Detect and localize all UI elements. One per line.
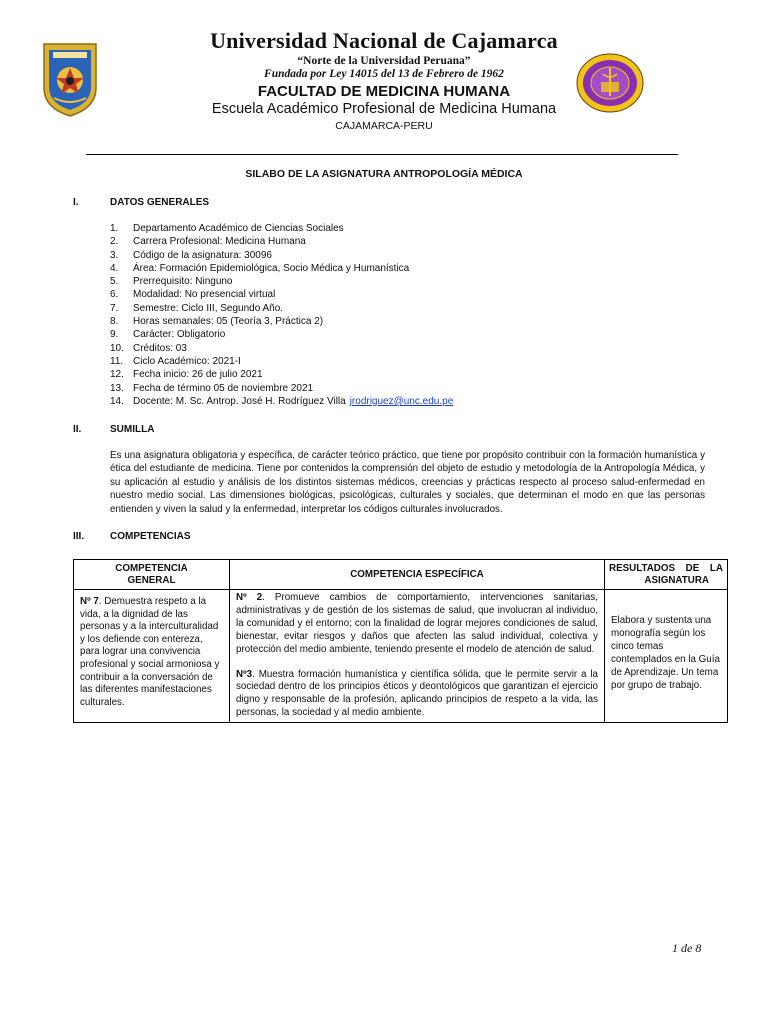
list-item: 10. Créditos: 03	[110, 342, 187, 354]
list-item: 14. Docente: M. Sc. Antrop. José H. Rodríguez Villa jrodriguez@unc.edu.pe	[110, 395, 454, 407]
header-resultados: RESULTADOS DE LA ASIGNATURA	[605, 560, 728, 590]
cell-resultados: Elabora y sustenta una monografía según los cinco temas contemplados en la Guía de Aprendizaje. Un tema por grupo de trabajo.	[605, 590, 728, 723]
header-divider	[86, 154, 678, 155]
header-competencia-general: COMPETENCIA GENERAL	[74, 560, 230, 590]
list-item: 8. Horas semanales: 05 (Teoría 3, Práctica 2)	[110, 316, 324, 328]
cell-competencia-general: Nº 7. Demuestra respeto a la vida, a la dignidad de las personas y a la interculturalidad y los defiende con entereza, para lograr una convivencia profesional y social armoniosa y contribuir a la conversación de las diferentes manifestaciones culturales.	[74, 590, 230, 723]
faculty-seal-icon	[575, 52, 645, 114]
list-item: 9. Carácter: Obligatorio	[110, 329, 226, 341]
school-name: Escuela Académico Profesional de Medicina Humana	[211, 101, 557, 117]
cell-competencia-especifica	[230, 590, 605, 723]
section-title-datos: DATOS GENERALES	[110, 197, 210, 208]
section-number-competencias: III.	[73, 531, 85, 542]
founding-law: Fundada por Ley 14015 del 13 de Febrero de 1962	[264, 68, 504, 80]
list-item: 5. Prerrequisito: Ninguno	[110, 276, 233, 288]
list-item: 3. Código de la asignatura: 30096	[110, 249, 272, 261]
section-title-competencias: COMPETENCIAS	[110, 531, 191, 542]
city-name: CAJAMARCA-PERU	[335, 120, 433, 132]
sumilla-paragraph: Es una asignatura obligatoria y específica, de carácter teórico práctico, que tiene por propósito contribuir con la formación humanística y ética del estudiante de medicina. Tiene por contenidos la comprensión del objeto de estudio y metodología de la Antropología Médica, y su aplicación al estudio y análisis de los distintos sistemas médicos, creencias y prácticas respecto al proceso salud-enfermedad en nuestro medio social. Las dimensiones biológicas, psicológicas, culturales y sociales, que determinan el modo en que las personas entienden y viven la salud y la enfermedad, interpretar los códigos culturales involucrados.	[110, 450, 705, 515]
university-motto: “Norte de la Universidad Peruana”	[297, 55, 471, 67]
list-item: 2. Carrera Profesional: Medicina Humana	[110, 236, 306, 248]
university-name: Universidad Nacional de Cajamarca	[210, 28, 558, 53]
competencia-especifica-item: Nº 2. Promueve cambios de comportamiento, intervenciones sanitarias, administrativas y de gestión de los sistemas de salud, que involucran al individuo, la comunidad y el entorno; con la finalidad de lograr mejores condiciones de salud, bienestar, evitar riesgos y daños que afecten las salud individual, colectiva y protección del medio ambiente, teniendo presente el modelo de atención de salud.	[236, 592, 598, 655]
list-item: 7. Semestre: Ciclo III, Segundo Año.	[110, 302, 284, 314]
docente-email-link[interactable]: jrodriguez@unc.edu.pe	[349, 395, 454, 407]
faculty-name: FACULTAD DE MEDICINA HUMANA	[257, 83, 511, 100]
university-shield-icon	[40, 38, 100, 118]
section-number-sumilla: II.	[73, 424, 82, 435]
list-item: 13. Fecha de término 05 de noviembre 2021	[110, 382, 314, 394]
list-item: 11. Ciclo Académico: 2021-I	[110, 355, 241, 367]
header-competencia-especifica: COMPETENCIA ESPECÍFICA	[230, 560, 605, 590]
table-row	[74, 590, 728, 723]
general-data-list	[110, 222, 453, 408]
list-item: 6. Modalidad: No presencial virtual	[110, 289, 276, 301]
page-number: 1 de 8	[672, 941, 702, 955]
section-title-sumilla: SUMILLA	[110, 424, 155, 435]
table-header-row	[74, 560, 728, 590]
competencias-table	[73, 559, 728, 723]
list-item: 1. Departamento Académico de Ciencias Sociales	[110, 223, 344, 234]
document-title: SILABO DE LA ASIGNATURA ANTROPOLOGÍA MÉDICA	[245, 168, 523, 180]
section-number-datos: I.	[73, 197, 79, 208]
list-item: 12. Fecha inicio: 26 de julio 2021	[110, 369, 263, 381]
list-item: 4. Área: Formación Epidemiológica, Socio Médica y Humanística	[110, 262, 410, 274]
competencia-especifica-item: Nº3. Muestra formación humanística y científica sólida, que le permite servir a la sociedad dentro de los principios éticos y deontológicos que garantizan el ejercicio digno y responsable de la profesión, aplicando principios de respeto a la vida, las personas, la sociedad y al medio ambiente.	[236, 668, 598, 719]
